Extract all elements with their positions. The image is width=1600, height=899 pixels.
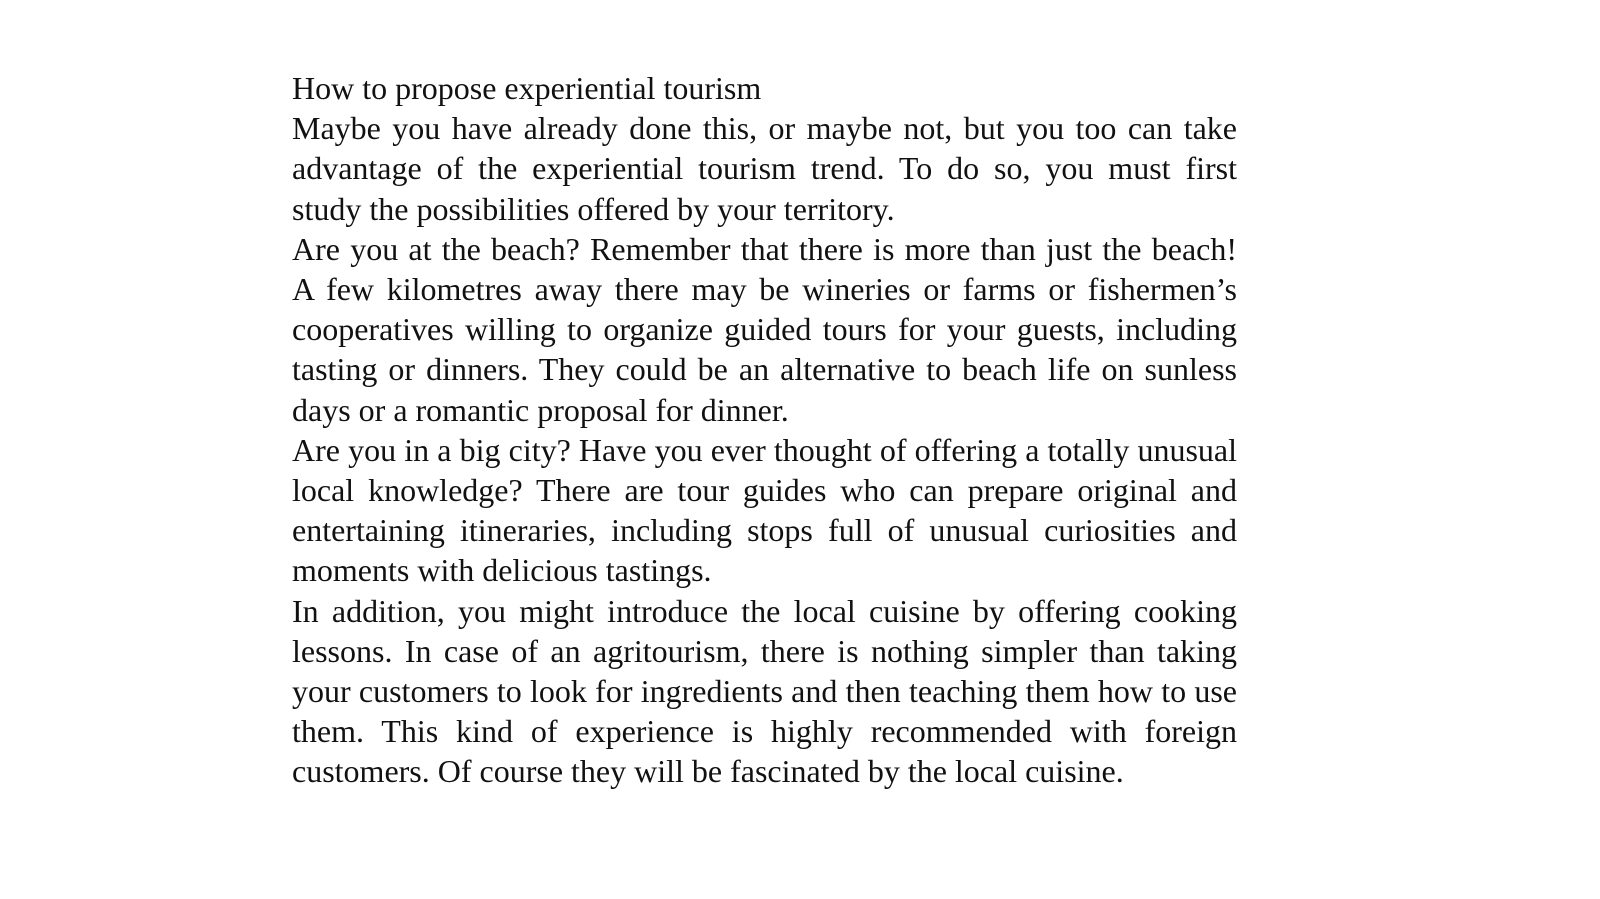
paragraph-big-city: Are you in a big city? Have you ever thought of offering a totally unusual local knowledge? There are tour guides who can prepare original and entertaining itineraries, including stops full of unusual curiosities and moments with delicious tastings. [292,431,1237,589]
paragraph-beach: Are you at the beach? Remember that there is more than just the beach! A few kilometres away there may be wineries or farms or fishermen’s cooperatives willing to organize guided tours for your guests, including tasting or dinners. They could be an alternative to beach life on sunless days or a romantic proposal for dinner. [292,230,1237,428]
paragraph-cooking-lessons: In addition, you might introduce the local cuisine by offering cooking lessons. In case of an agritourism, there is nothing simpler than taking your customers to look for ingredients and then teaching them how to use them. This kind of experience is highly recommended with foreign customers. Of course they will be fascinated by the local cuisine. [292,592,1237,790]
paragraph-intro: Maybe you have already done this, or maybe not, but you too can take advantage of the experiential tourism trend. To do so, you must first study the possibilities offered by your territory. [292,110,1237,227]
document-title: How to propose experiential tourism [292,70,762,106]
document-body [292,68,1237,792]
